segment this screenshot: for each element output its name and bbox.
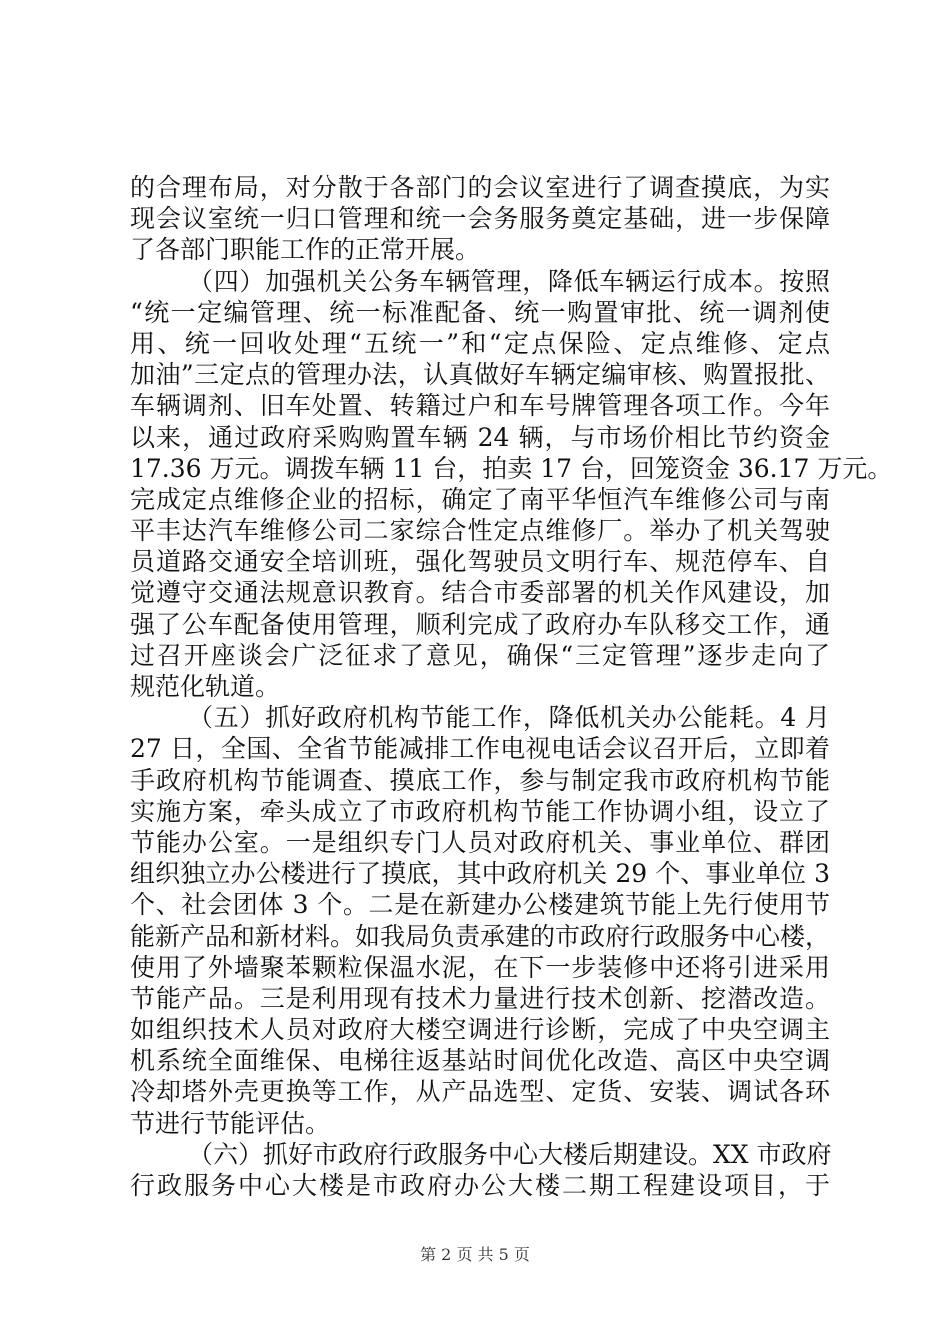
text-line: 用、统一回收处理“五统一”和“定点保险、定点维修、定点 bbox=[130, 328, 830, 358]
text-line: 冷却塔外壳更换等工作，从产品选型、定货、安装、调试各环 bbox=[130, 1077, 830, 1107]
text-line: 的合理布局，对分散于各部门的会议室进行了调查摸底，为实 bbox=[130, 173, 830, 202]
text-line: （五）抓好政府机构节能工作，降低机关办公能耗。4 月 bbox=[188, 703, 830, 733]
text-line: 过召开座谈会广泛征求了意见，确保“三定管理”逐步走向了 bbox=[130, 640, 830, 670]
text-line: 节能产品。三是利用现有技术力量进行技术创新、挖潜改造。 bbox=[130, 983, 830, 1013]
text-line: 完成定点维修企业的招标，确定了南平华恒汽车维修公司与南 bbox=[130, 484, 830, 514]
text-line: 以来，通过政府采购购置车辆 24 辆，与市场价相比节约资金 bbox=[130, 422, 830, 452]
text-line: 节能办公室。一是组织专门人员对政府机关、事业单位、群团 bbox=[130, 827, 830, 857]
text-line: 如组织技术人员对政府大楼空调进行诊断，完成了中央空调主 bbox=[130, 1015, 830, 1045]
text-line: 员道路交通安全培训班，强化驾驶员文明行车、规范停车、自 bbox=[130, 547, 830, 577]
text-line: 行政服务中心大楼是市政府办公大楼二期工程建设项目，于 bbox=[130, 1171, 830, 1200]
text-line: 车辆调剂、旧车处置、转籍过户和车号牌管理各项工作。今年 bbox=[130, 391, 830, 421]
text-line: 平丰达汽车维修公司二家综合性定点维修厂。举办了机关驾驶 bbox=[130, 516, 830, 546]
text-line: （四）加强机关公务车辆管理，降低车辆运行成本。按照 bbox=[188, 266, 830, 296]
text-line: 节进行节能评估。 bbox=[130, 1108, 331, 1138]
paragraph-continuation bbox=[130, 172, 830, 266]
text-line: 组织独立办公楼进行了摸底，其中政府机关 29 个、事业单位 3 bbox=[130, 859, 830, 889]
paragraph-section-4 bbox=[130, 266, 893, 703]
text-line: （六）抓好市政府行政服务中心大楼后期建设。XX 市政府 bbox=[188, 1139, 832, 1169]
paragraph-section-6 bbox=[130, 1139, 830, 1201]
text-line: 27 日，全国、全省节能减排工作电视电话会议召开后，立即着 bbox=[130, 734, 830, 764]
page-number-footer: 第 2 页 共 5 页 bbox=[420, 1245, 530, 1264]
text-line: 了各部门职能工作的正常开展。 bbox=[130, 235, 481, 265]
text-line: 使用了外墙聚苯颗粒保温水泥，在下一步装修中还将引进采用 bbox=[130, 952, 830, 982]
document-body bbox=[130, 172, 893, 1201]
text-line: 实施方案，牵头成立了市政府机构节能工作协调小组，设立了 bbox=[130, 796, 830, 826]
text-line: 觉遵守交通法规意识教育。结合市委部署的机关作风建设，加 bbox=[130, 578, 830, 608]
text-line: 手政府机构节能调查、摸底工作，参与制定我市政府机构节能 bbox=[130, 765, 830, 795]
text-line: 现会议室统一归口管理和统一会务服务奠定基础，进一步保障 bbox=[130, 204, 830, 234]
text-line: 个、社会团体 3 个。二是在新建办公楼建筑节能上先行使用节 bbox=[130, 890, 830, 920]
text-line: 加油”三定点的管理办法，认真做好车辆定编审核、购置报批、 bbox=[130, 360, 830, 390]
paragraph-section-5 bbox=[130, 702, 830, 1139]
text-line: 能新产品和新材料。如我局负责承建的市政府行政服务中心楼， bbox=[130, 921, 831, 951]
text-line: “统一定编管理、统一标准配备、统一购置审批、统一调剂使 bbox=[130, 297, 830, 327]
text-line: 强了公车配备使用管理，顺利完成了政府办车队移交工作，通 bbox=[130, 609, 830, 639]
text-line: 规范化轨道。 bbox=[130, 672, 281, 701]
text-line: 17.36 万元。调拨车辆 11 台，拍卖 17 台，回笼资金 36.17 万元。 bbox=[130, 453, 893, 483]
text-line: 机系统全面维保、电梯往返基站时间优化改造、高区中央空调 bbox=[130, 1046, 830, 1076]
